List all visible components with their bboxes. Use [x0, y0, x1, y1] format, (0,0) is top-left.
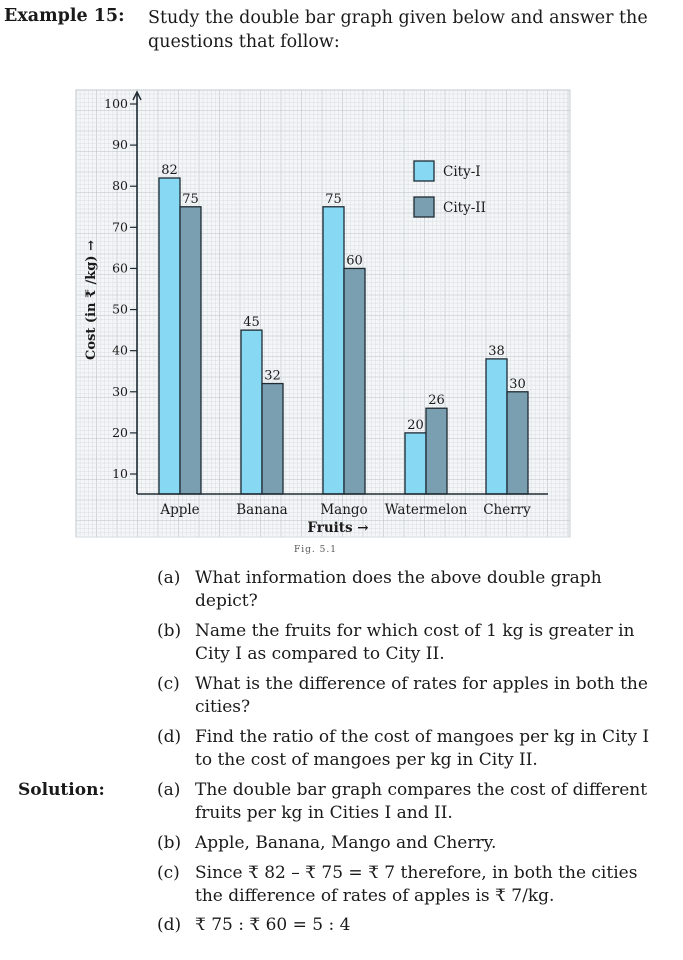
- figure-caption: Fig. 5.1: [294, 545, 337, 555]
- bar-cherry-series2: [507, 392, 528, 494]
- x-tick-label: Cherry: [483, 502, 531, 518]
- question-b-text: Name the fruits for which cost of 1 kg is greater in City I as compared to City II.: [195, 621, 635, 664]
- x-tick-label: Mango: [320, 502, 368, 518]
- y-tick-label: 60: [112, 260, 128, 276]
- bar-banana-series1: [241, 330, 262, 494]
- question-c-text: What is the difference of rates for apples in both the cities?: [195, 674, 648, 717]
- bar-mango-series1: [323, 207, 344, 494]
- y-tick-label: 40: [112, 342, 128, 358]
- y-tick-label: 10: [112, 466, 128, 481]
- data-label-mango-series1: 75: [325, 191, 342, 207]
- data-label-cherry-series2: 30: [509, 376, 526, 392]
- data-label-apple-series1: 82: [161, 163, 178, 178]
- x-axis-label: Fruits →: [307, 520, 369, 536]
- bar-watermelon-series1: [405, 433, 426, 494]
- y-tick-label: 80: [112, 178, 128, 194]
- data-label-watermelon-series1: 20: [407, 417, 424, 433]
- y-tick-label: 100: [104, 96, 128, 111]
- data-label-apple-series2: 75: [182, 191, 199, 207]
- example-heading: Example 15:: [4, 6, 125, 26]
- answer-c-label: (c): [157, 863, 180, 883]
- answer-d-text: ₹ 75 : ₹ 60 = 5 : 4: [195, 915, 351, 935]
- bar-cherry-series1: [486, 359, 507, 494]
- y-tick-label: 20: [112, 424, 128, 440]
- answer-a-text: The double bar graph compares the cost of different fruits per kg in Cities I and II.: [195, 780, 648, 823]
- question-b-label: (b): [157, 621, 182, 641]
- answer-d-label: (d): [157, 915, 182, 935]
- bar-banana-series2: [262, 384, 283, 494]
- question-a-text: What information does the above double graph depict?: [195, 568, 602, 611]
- bar-mango-series2: [344, 268, 365, 494]
- y-tick-label: 90: [112, 137, 128, 153]
- bar-apple-series2: [180, 207, 201, 494]
- data-label-cherry-series1: 38: [488, 343, 505, 359]
- bar-apple-series1: [159, 178, 180, 494]
- y-tick-label: 50: [112, 301, 128, 317]
- answer-b-label: (b): [157, 833, 182, 853]
- answer-b-text: Apple, Banana, Mango and Cherry.: [195, 833, 497, 853]
- answer-c-text: Since ₹ 82 – ₹ 75 = ₹ 7 therefore, in both the cities the difference of rates of apples is ₹ 7/kg.: [195, 863, 638, 906]
- legend-swatch-series2: [414, 197, 434, 217]
- data-label-banana-series2: 32: [264, 368, 281, 384]
- question-a-label: (a): [157, 568, 181, 588]
- y-tick-label: 30: [112, 383, 128, 399]
- y-axis-label: Cost (in ₹ /kg) →: [84, 240, 99, 360]
- answer-a-label: (a): [157, 780, 181, 800]
- example-intro: Study the double bar graph given below and answer the questions that follow:: [148, 8, 648, 52]
- question-d-label: (d): [157, 727, 182, 747]
- x-tick-label: Watermelon: [384, 502, 468, 518]
- data-label-banana-series1: 45: [243, 315, 260, 331]
- data-label-watermelon-series2: 26: [428, 393, 445, 409]
- solution-label: Solution:: [18, 780, 105, 800]
- legend-swatch-series1: [414, 161, 434, 181]
- data-label-mango-series2: 60: [346, 253, 363, 269]
- question-d-text: Find the ratio of the cost of mangoes per kg in City I to the cost of mangoes per kg in City II.: [195, 727, 650, 770]
- bar-watermelon-series2: [426, 408, 447, 494]
- x-tick-label: Apple: [160, 502, 200, 518]
- legend-label-series1: City-I: [443, 164, 481, 180]
- legend-label-series2: City-II: [443, 200, 486, 216]
- x-tick-label: Banana: [236, 502, 288, 518]
- question-c-label: (c): [157, 674, 180, 694]
- y-tick-label: 70: [112, 219, 128, 235]
